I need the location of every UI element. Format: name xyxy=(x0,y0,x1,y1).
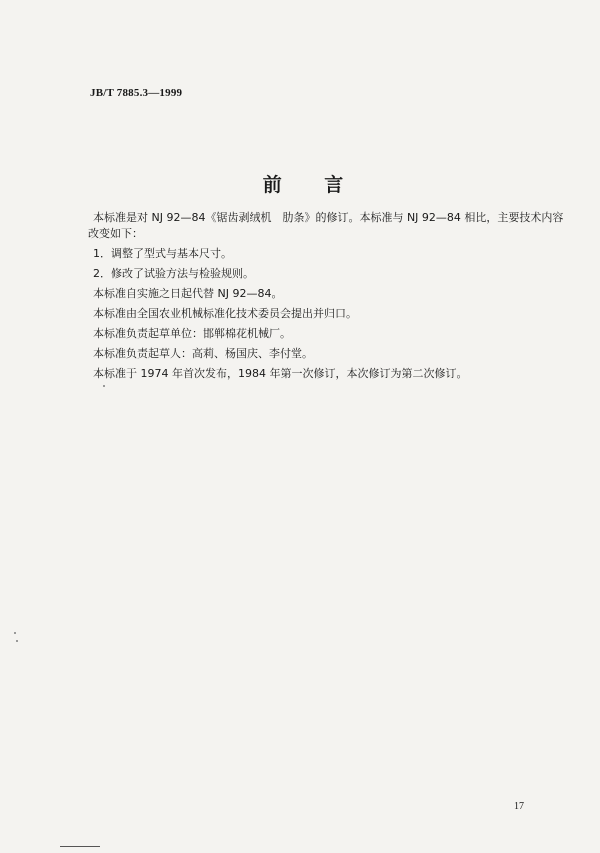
document-body xyxy=(88,210,564,382)
paragraph-revision-intro-line1: 本标准是对 NJ 92—84《锯齿剥绒机 肋条》的修订。本标准与 NJ 92—84 相比，主要技术内容 xyxy=(93,211,564,224)
list-item-change-2: 2．修改了试验方法与检验规则。 xyxy=(93,267,254,280)
scan-speck xyxy=(14,632,16,634)
standard-code-header: JB/T 7885.3—1999 xyxy=(90,87,183,99)
paragraph-history: 本标准于 1974 年首次发布，1984 年第一次修订，本次修订为第二次修订。 xyxy=(93,367,468,380)
page-number: 17 xyxy=(514,801,524,812)
paragraph-proposer: 本标准由全国农业机械标准化技术委员会提出并归口。 xyxy=(93,307,357,320)
paragraph-revision-intro-line2: 改变如下： xyxy=(88,227,143,240)
list-item-change-1: 1．调整了型式与基本尺寸。 xyxy=(93,247,232,260)
scan-speck xyxy=(16,640,18,642)
paragraph-drafters: 本标准负责起草人：高莉、杨国庆、李付堂。 xyxy=(93,347,313,360)
paragraph-replacement: 本标准自实施之日起代替 NJ 92—84。 xyxy=(93,287,283,300)
bottom-rule xyxy=(60,846,100,847)
page-title: 前 言 xyxy=(262,174,362,196)
scan-speck xyxy=(103,385,105,387)
paragraph-drafting-unit: 本标准负责起草单位：邯郸棉花机械厂。 xyxy=(93,327,291,340)
